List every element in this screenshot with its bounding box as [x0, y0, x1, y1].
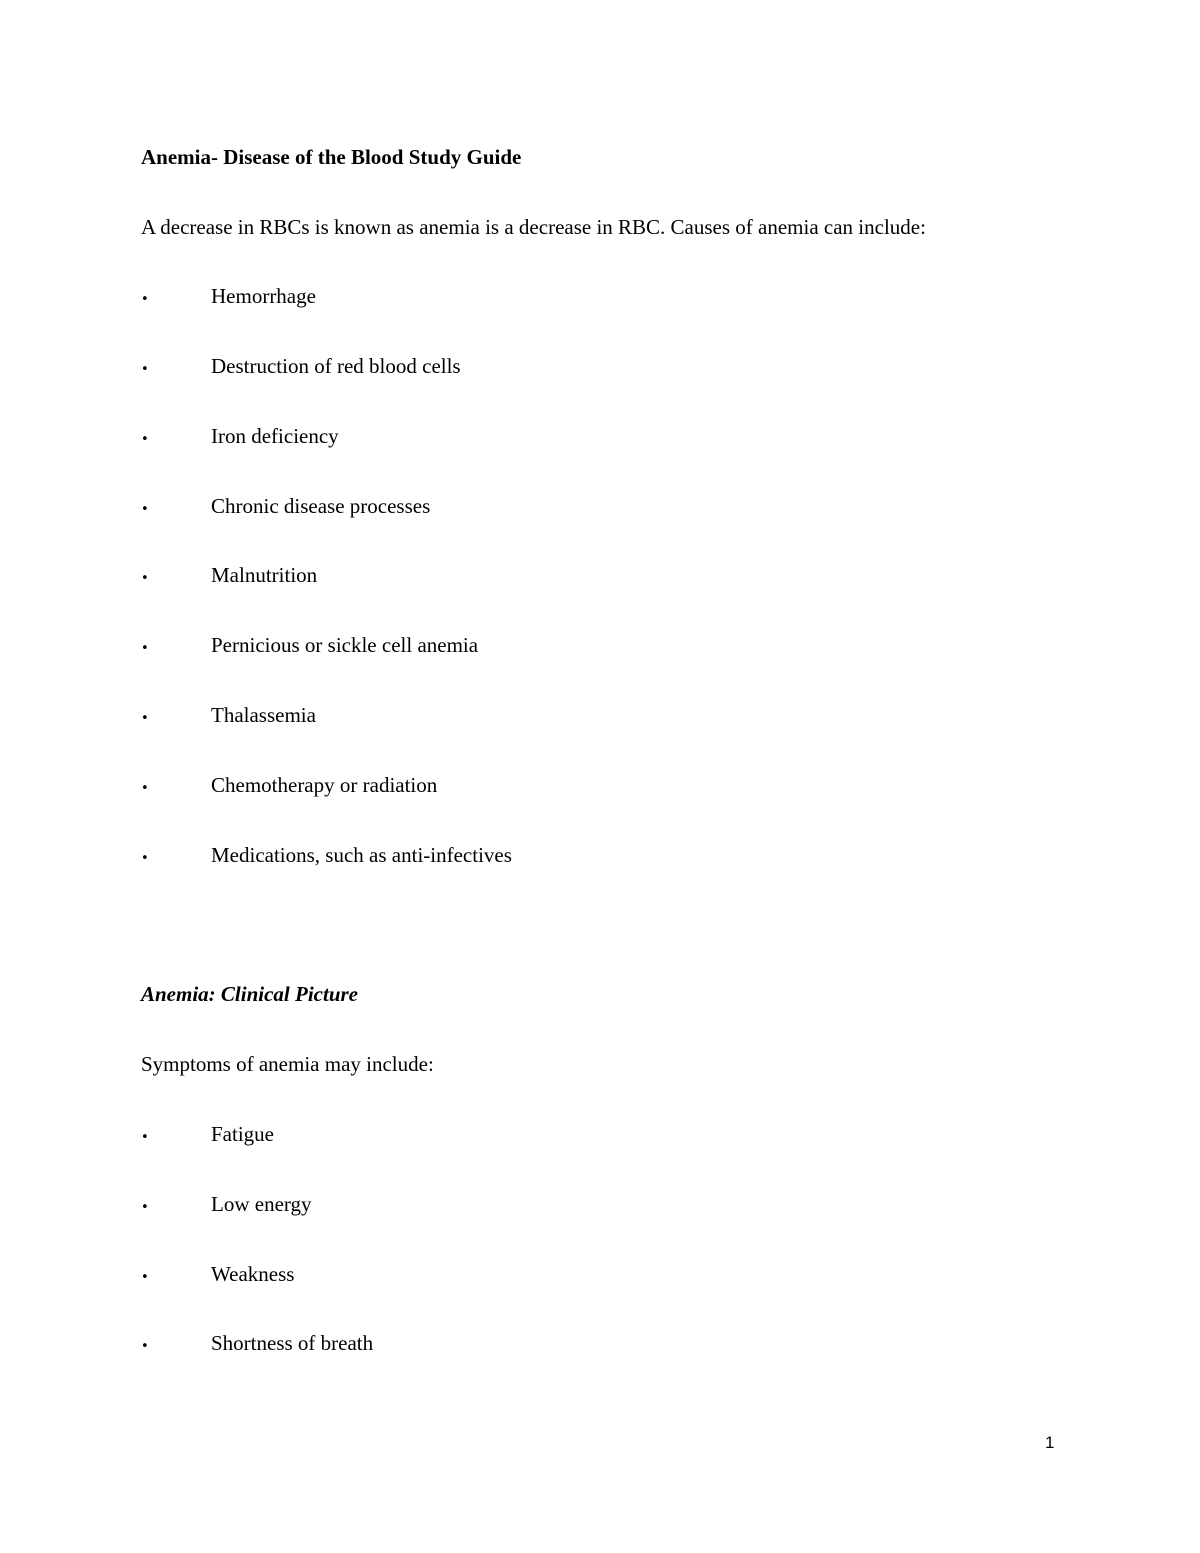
- list-item-text: Chronic disease processes: [211, 494, 431, 518]
- symptoms-intro: Symptoms of anemia may include:: [141, 1052, 434, 1076]
- bullet-icon: •: [141, 502, 149, 517]
- bullet-icon: •: [141, 362, 149, 377]
- list-item-text: Hemorrhage: [211, 284, 316, 308]
- section-heading: Anemia: Clinical Picture: [141, 982, 359, 1006]
- bullet-icon: •: [141, 1270, 149, 1285]
- list-item-text: Thalassemia: [211, 703, 316, 727]
- bullet-icon: •: [141, 1339, 149, 1354]
- bullet-icon: •: [141, 781, 149, 796]
- list-item-text: Fatigue: [211, 1122, 274, 1146]
- bullet-icon: •: [141, 432, 149, 447]
- list-item-text: Shortness of breath: [211, 1331, 374, 1355]
- list-item-text: Iron deficiency: [211, 424, 339, 448]
- list-item-text: Pernicious or sickle cell anemia: [211, 633, 479, 657]
- list-item-text: Low energy: [211, 1192, 312, 1216]
- list-item-text: Medications, such as anti-infectives: [211, 843, 512, 867]
- bullet-icon: •: [141, 1200, 149, 1215]
- bullet-icon: •: [141, 571, 149, 586]
- bullet-icon: •: [141, 641, 149, 656]
- page-number: 1: [1045, 1433, 1055, 1452]
- list-item-text: Destruction of red blood cells: [211, 354, 461, 378]
- bullet-icon: •: [141, 1130, 149, 1145]
- bullet-icon: •: [141, 711, 149, 726]
- bullet-icon: •: [141, 851, 149, 866]
- bullet-icon: •: [141, 292, 149, 307]
- list-item-text: Malnutrition: [211, 563, 318, 587]
- list-item-text: Chemotherapy or radiation: [211, 773, 438, 797]
- intro-paragraph: A decrease in RBCs is known as anemia is a decrease in RBC. Causes of anemia can include:: [141, 215, 926, 239]
- list-item-text: Weakness: [211, 1262, 295, 1286]
- document-title: Anemia- Disease of the Blood Study Guide: [141, 145, 522, 169]
